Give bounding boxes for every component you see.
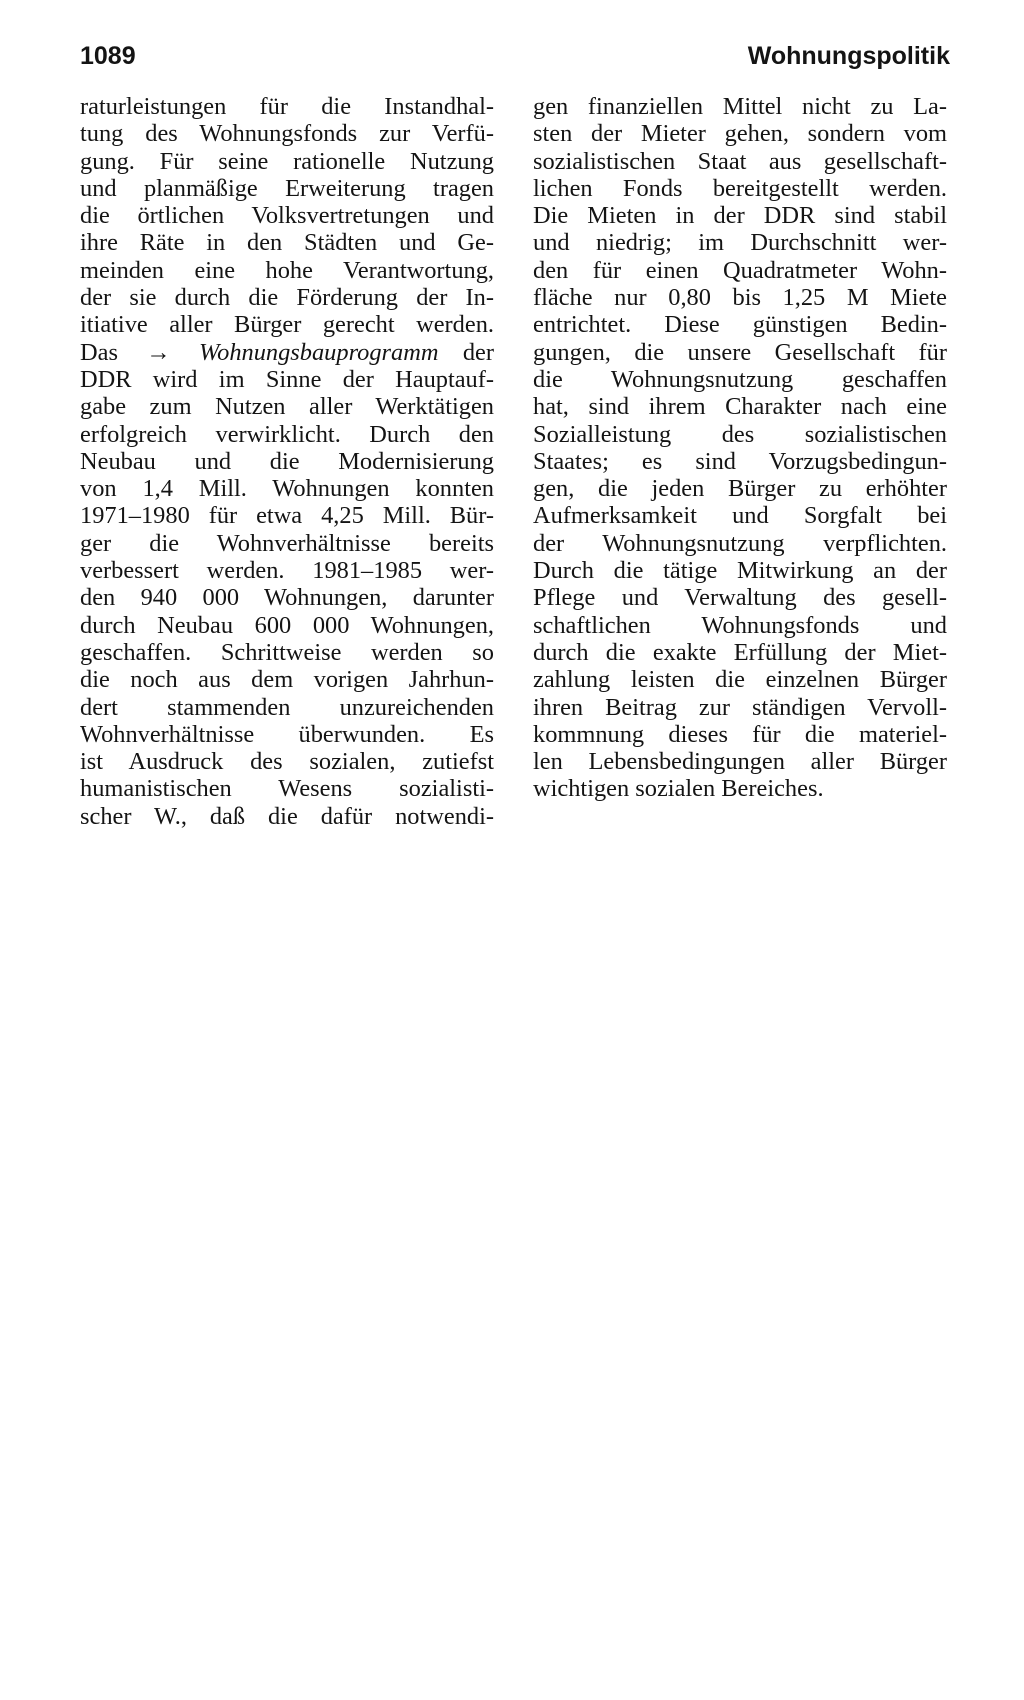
running-head xyxy=(80,38,950,74)
text-line: der Wohnungsnutzung verpflichten. xyxy=(533,529,947,557)
text-line: meinden eine hohe Verantwortung, xyxy=(80,256,494,284)
text-line: der sie durch die Förderung der In- xyxy=(80,284,494,312)
text-line: den 940 000 Wohnungen, darunter xyxy=(80,584,494,612)
xref-prefix: Das xyxy=(80,338,118,366)
text-line: den für einen Quadratmeter Wohn- xyxy=(533,256,947,284)
text-line: und planmäßige Erweiterung tragen xyxy=(80,174,494,202)
text-line: raturleistungen für die Instandhal- xyxy=(80,93,494,120)
text-line: zahlung leisten die einzelnen Bürger xyxy=(533,666,947,694)
text-line: gung. Für seine rationelle Nutzung xyxy=(80,147,494,175)
text-line: durch die exakte Erfüllung der Miet- xyxy=(533,638,947,666)
text-line: sozialistischen Staat aus gesellschaft- xyxy=(533,147,947,175)
cross-reference-link[interactable]: Wohnungsbauprogramm xyxy=(199,338,439,366)
text-line: Die Mieten in der DDR sind stabil xyxy=(533,202,947,230)
text-line: gungen, die unsere Gesellschaft für xyxy=(533,338,947,366)
text-line: gabe zum Nutzen aller Werktätigen xyxy=(80,393,494,421)
text-line: lichen Fonds bereitgestellt werden. xyxy=(533,174,947,202)
text-line: ist Ausdruck des sozialen, zutiefst xyxy=(80,748,494,776)
text-line: Neubau und die Modernisierung xyxy=(80,447,494,475)
text-line: entrichtet. Diese günstigen Bedin- xyxy=(533,311,947,339)
text-line: erfolgreich verwirklicht. Durch den xyxy=(80,420,494,448)
text-line: DDR wird im Sinne der Hauptauf- xyxy=(80,365,494,393)
text-line: gen, die jeden Bürger zu erhöhter xyxy=(533,475,947,503)
section-title: Wohnungspolitik xyxy=(747,42,950,70)
page-number: 1089 xyxy=(80,42,136,70)
text-line: von 1,4 Mill. Wohnungen konnten xyxy=(80,475,494,503)
arrow-right-icon: → xyxy=(146,338,171,366)
text-line: ihre Räte in den Städten und Ge- xyxy=(80,229,494,257)
text-line: humanistischen Wesens sozialisti- xyxy=(80,775,494,803)
text-line: geschaffen. Schrittweise werden so xyxy=(80,638,494,666)
text-line: sten der Mieter gehen, sondern vom xyxy=(533,120,947,148)
text-line: Aufmerksamkeit und Sorgfalt bei xyxy=(533,502,947,530)
text-line: kommnung dieses für die materiel- xyxy=(533,720,947,748)
text-line: durch Neubau 600 000 Wohnungen, xyxy=(80,611,494,639)
left-column xyxy=(80,93,494,830)
text-line: dert stammenden unzureichenden xyxy=(80,693,494,721)
text-line: Sozialleistung des sozialistischen xyxy=(533,420,947,448)
text-line: wichtigen sozialen Bereiches. xyxy=(533,775,824,803)
text-line: tung des Wohnungsfonds zur Verfü- xyxy=(80,120,494,148)
text-line: gen finanziellen Mittel nicht zu La- xyxy=(533,93,947,120)
text-line: fläche nur 0,80 bis 1,25 M Miete xyxy=(533,284,947,312)
text-line: die noch aus dem vorigen Jahrhun- xyxy=(80,666,494,694)
text-line: schaftlichen Wohnungsfonds und xyxy=(533,611,947,639)
text-line: hat, sind ihrem Charakter nach eine xyxy=(533,393,947,421)
text-line: ihren Beitrag zur ständigen Vervoll- xyxy=(533,693,947,721)
text-line: Durch die tätige Mitwirkung an der xyxy=(533,557,947,585)
text-line: ger die Wohnverhältnisse bereits xyxy=(80,529,494,557)
text-line: Staates; es sind Vorzugsbedingun- xyxy=(533,447,947,475)
cross-reference-line xyxy=(80,339,494,366)
right-column xyxy=(533,93,947,803)
text-line: die örtlichen Volksvertretungen und xyxy=(80,202,494,230)
text-line: die Wohnungsnutzung geschaffen xyxy=(533,365,947,393)
text-line: 1971–1980 für etwa 4,25 Mill. Bür- xyxy=(80,502,494,530)
text-line: verbessert werden. 1981–1985 wer- xyxy=(80,557,494,585)
text-line: len Lebensbedingungen aller Bürger xyxy=(533,748,947,776)
xref-suffix: der xyxy=(462,338,494,366)
text-line: Pflege und Verwaltung des gesell- xyxy=(533,584,947,612)
text-line: scher W., daß die dafür notwendi- xyxy=(80,802,494,830)
text-line: Wohnverhältnisse überwunden. Es xyxy=(80,720,494,748)
text-line: itiative aller Bürger gerecht werden. xyxy=(80,311,494,339)
text-line: und niedrig; im Durchschnitt wer- xyxy=(533,229,947,257)
